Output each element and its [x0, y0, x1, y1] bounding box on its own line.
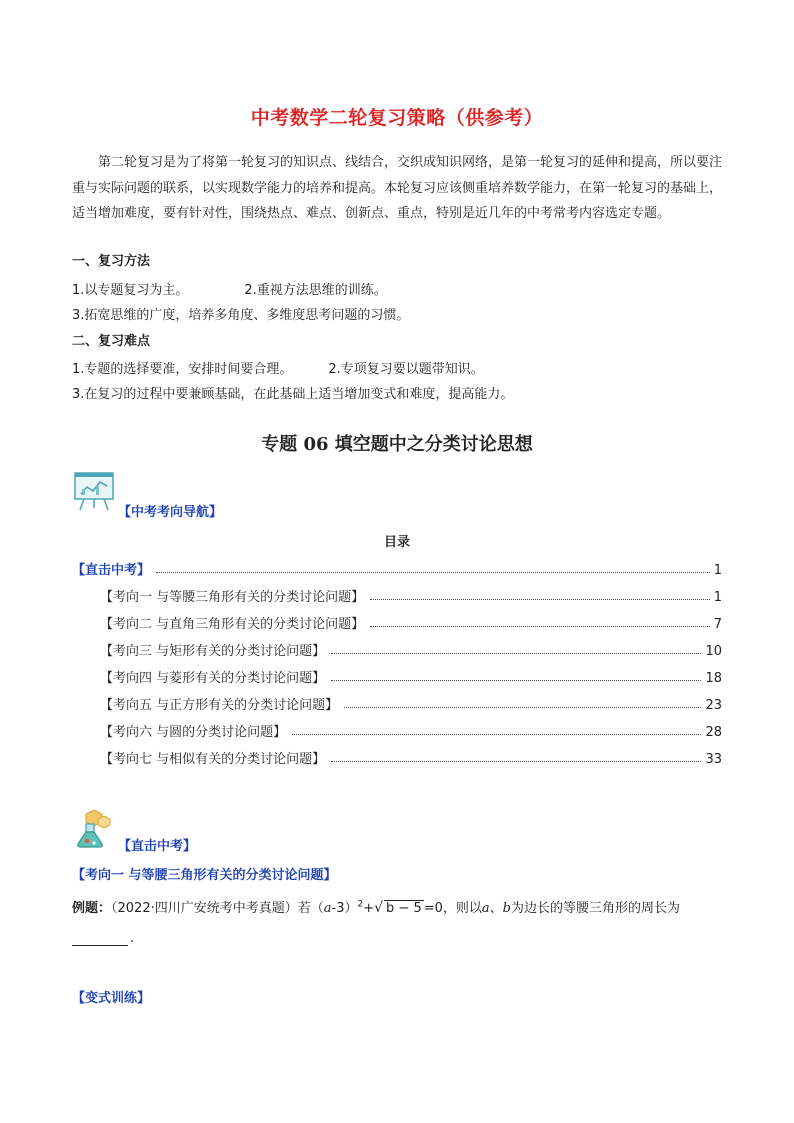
- toc-row-page: 33: [705, 752, 722, 767]
- toc-leader: [156, 572, 710, 573]
- toc-row[interactable]: [72, 745, 722, 767]
- toc-row-label: 【考向二 与直角三角形有关的分类讨论问题】: [100, 617, 365, 632]
- example-suffix: 为边长的等腰三角形的周长为: [511, 901, 681, 916]
- toc-row[interactable]: [72, 691, 722, 713]
- expr-plus: +: [363, 901, 375, 916]
- toc-row-label: 【考向七 与相似有关的分类讨论问题】: [100, 752, 326, 767]
- intro-paragraph: 第二轮复习是为了将第一轮复习的知识点、线结合，交织成知识网络，是第一轮复习的延伸和提高，所以要注重与实际问题的联系，以实现数学能力的培养和提高。本轮复习应该侧重培养数学能力，在第一轮复习的基础上，适当增加难度，要有针对性，围绕热点、难点、创新点、重点，特别是近几年的中考常考内容选定专题。: [72, 155, 723, 222]
- methods-line-1: [72, 279, 387, 298]
- toc-row-page: 10: [705, 644, 722, 659]
- toc-row-label: 【考向四 与菱形有关的分类讨论问题】: [100, 671, 326, 686]
- toc-row[interactable]: [72, 556, 722, 578]
- toc-row-page: 23: [705, 698, 722, 713]
- toc-row-label: 【直击中考】: [72, 563, 151, 578]
- var-a-2: a: [481, 901, 490, 916]
- var-a: a: [323, 901, 332, 916]
- expr-eq: =0，则以: [423, 901, 482, 916]
- example-question: [72, 897, 732, 916]
- toc-row-label: 【考向六 与圆的分类讨论问题】: [100, 725, 287, 740]
- toc-leader: [292, 734, 701, 735]
- presentation-board-icon: [72, 470, 116, 516]
- toc-leader: [370, 626, 710, 627]
- methods-item-3: 3.拓宽思维的广度，培养多角度、多维度思考问题的习惯。: [72, 308, 410, 323]
- toc-leader: [331, 761, 701, 762]
- bianshi-label: 【变式训练】: [72, 991, 151, 1006]
- example-prefix: 例题：: [72, 901, 112, 916]
- difficulties-line-1: [72, 358, 484, 377]
- methods-item-1: 1.以专题复习为主。: [72, 283, 189, 298]
- toc-row-label: 【考向一 与等腰三角形有关的分类讨论问题】: [100, 590, 365, 605]
- toc-title: 目录: [383, 535, 410, 550]
- difficulties-item-3: 3.在复习的过程中要兼顾基础，在此基础上适当增加变式和难度，提高能力。: [72, 387, 514, 402]
- difficulties-item-2: 2.专项复习要以题带知识。: [328, 362, 484, 377]
- toc-row-page: 28: [705, 725, 722, 740]
- toc-leader: [331, 653, 701, 654]
- toc-leader: [331, 680, 701, 681]
- var-b: b: [502, 901, 511, 916]
- toc-row[interactable]: [72, 718, 722, 740]
- toc-row-page: 1: [713, 590, 722, 605]
- flask-icon: [72, 806, 116, 854]
- topic-title: 专题 06 填空题中之分类讨论思想: [261, 434, 533, 455]
- expr-square: 2: [357, 899, 364, 910]
- example-source: （2022·四川广安统考中考真题）若（: [111, 901, 324, 916]
- answer-blank[interactable]: [72, 933, 128, 946]
- toc-row-page: 18: [705, 671, 722, 686]
- sqrt-sign: √: [374, 900, 384, 916]
- toc-row-label: 【考向三 与矩形有关的分类讨论问题】: [100, 644, 326, 659]
- sqrt-content: b − 5: [386, 901, 422, 916]
- toc-leader: [344, 707, 701, 708]
- toc-row-page: 7: [713, 617, 722, 632]
- toc-row[interactable]: [72, 637, 722, 659]
- example-end: .: [130, 931, 135, 946]
- zhiji-label: 【直击中考】: [118, 839, 197, 854]
- kaoxiang1-label: 【考向一 与等腰三角形有关的分类讨论问题】: [72, 868, 337, 883]
- methods-item-2: 2.重视方法思维的训练。: [244, 283, 387, 298]
- toc-row-label: 【考向五 与正方形有关的分类讨论问题】: [100, 698, 339, 713]
- expr-minus3: -3）: [331, 901, 358, 916]
- difficulties-item-1: 1.专题的选择要准，安排时间要合理。: [72, 362, 293, 377]
- nav-label: 【中考考向导航】: [118, 505, 223, 520]
- toc-leader: [370, 599, 710, 600]
- var-sep: 、: [489, 901, 503, 916]
- toc-row[interactable]: [72, 664, 722, 686]
- section-heading-difficulties: 二、复习难点: [72, 334, 151, 349]
- document-title: 中考数学二轮复习策略（供参考）: [250, 107, 544, 129]
- section-heading-methods: 一、复习方法: [72, 254, 151, 269]
- toc-row[interactable]: [72, 583, 722, 605]
- toc-row-page: 1: [713, 563, 722, 578]
- toc-row[interactable]: [72, 610, 722, 632]
